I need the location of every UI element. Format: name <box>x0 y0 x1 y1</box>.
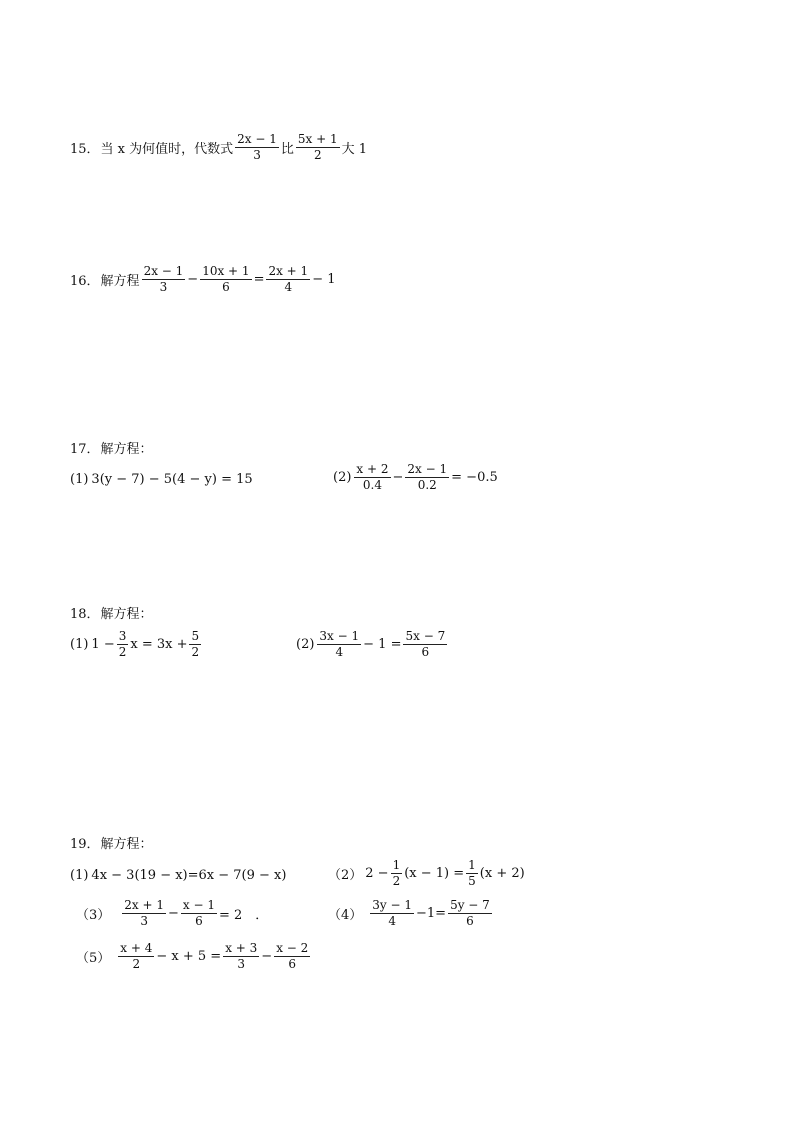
denominator: 2 <box>118 645 127 660</box>
denominator: 3 <box>237 957 246 972</box>
equation: 4x − 3(19 − x)=6x − 7(9 − x) <box>91 868 287 883</box>
denominator: 3 <box>253 148 261 163</box>
expression-head: 2 − <box>365 866 389 882</box>
part-label: (2) <box>296 637 315 653</box>
question-number: 18． <box>70 607 100 622</box>
q19-part-4 <box>328 899 493 928</box>
denominator: 6 <box>288 957 297 972</box>
numerator: 5x + 1 <box>296 133 340 148</box>
equation: 3(y − 7) − 5(4 − y) = 15 <box>91 472 253 487</box>
q17-part-1 <box>70 472 254 487</box>
denominator: 3 <box>140 914 148 929</box>
expression-mid: − 1 = <box>363 637 402 653</box>
fraction <box>296 133 340 162</box>
numerator: 1 <box>391 859 403 874</box>
numerator: 2x − 1 <box>142 265 186 280</box>
denominator: 4 <box>335 645 344 660</box>
numerator: 5 <box>189 630 201 645</box>
question-text: 比 <box>280 142 294 158</box>
part-label: （2） <box>328 868 363 884</box>
q17-part-2 <box>333 463 499 492</box>
numerator: 2x + 1 <box>266 265 310 280</box>
question-number: 17． <box>70 442 100 457</box>
numerator: x + 4 <box>118 942 154 957</box>
operator: − <box>261 949 273 965</box>
denominator: 4 <box>284 280 293 295</box>
fraction <box>122 899 166 928</box>
numerator: x − 2 <box>274 942 310 957</box>
denominator: 6 <box>222 280 230 295</box>
fraction <box>466 859 478 888</box>
numerator: 2x + 1 <box>122 899 166 914</box>
expression-tail: = 2 ． <box>219 908 269 924</box>
fraction <box>181 899 217 928</box>
question-text: 解方程： <box>100 442 153 457</box>
fraction <box>200 265 251 294</box>
question-number: 16． <box>70 274 100 290</box>
part-label: (2) <box>333 470 352 486</box>
fraction <box>142 265 186 294</box>
denominator: 3 <box>159 280 168 295</box>
q19-part-2 <box>328 859 526 888</box>
part-label: （3） <box>76 908 111 924</box>
q18-part-2 <box>296 630 448 659</box>
question-number: 19． <box>70 837 100 852</box>
numerator: x + 3 <box>223 942 259 957</box>
question-19 <box>70 833 154 852</box>
denominator: 0.4 <box>362 478 383 493</box>
fraction <box>223 942 259 971</box>
expression-mid: −1= <box>416 906 447 922</box>
fraction <box>391 859 403 888</box>
question-text: 大 1 <box>341 142 368 158</box>
part-label: (1) <box>70 637 89 653</box>
question-15 <box>70 133 368 162</box>
numerator: 3y − 1 <box>370 899 414 914</box>
fraction <box>274 942 310 971</box>
fraction <box>235 133 279 162</box>
denominator: 4 <box>388 914 396 929</box>
part-label: (1) <box>70 472 89 487</box>
numerator: 2x − 1 <box>405 463 449 478</box>
expression-tail: = −0.5 <box>451 470 498 486</box>
question-text: 解方程 <box>100 274 140 290</box>
question-18 <box>70 603 154 622</box>
question-17 <box>70 438 154 457</box>
fraction <box>118 942 154 971</box>
operator: − <box>392 470 404 486</box>
denominator: 2 <box>392 874 401 889</box>
q19-part-1 <box>70 868 287 883</box>
numerator: 3 <box>117 630 129 645</box>
question-text: 当 x 为何值时，代数式 <box>100 142 234 158</box>
denominator: 2 <box>132 957 141 972</box>
operator: − <box>168 906 179 922</box>
expression-tail: (x + 2) <box>479 866 525 882</box>
operator: = <box>253 272 265 288</box>
part-label: (1) <box>70 868 89 883</box>
expression-mid: − x + 5 = <box>156 949 222 965</box>
denominator: 5 <box>468 874 476 889</box>
denominator: 0.2 <box>417 478 437 493</box>
numerator: 3x − 1 <box>317 630 361 645</box>
denominator: 6 <box>421 645 430 660</box>
q18-part-1 <box>70 630 202 659</box>
denominator: 2 <box>191 645 200 660</box>
part-label: （4） <box>328 908 363 924</box>
part-label: （5） <box>76 951 111 967</box>
expression-mid: (x − 1) = <box>404 866 465 882</box>
expression-head: 1 − <box>91 637 115 653</box>
numerator: x + 2 <box>354 463 390 478</box>
expression-mid: x = 3x + <box>130 637 188 653</box>
fraction <box>448 899 492 928</box>
numerator: 5x − 7 <box>403 630 447 645</box>
fraction <box>405 463 449 492</box>
question-16 <box>70 265 337 294</box>
question-text: 解方程： <box>100 607 153 622</box>
fraction <box>317 630 361 659</box>
numerator: 1 <box>466 859 478 874</box>
fraction <box>189 630 201 659</box>
question-text: 解方程： <box>100 837 153 852</box>
denominator: 6 <box>466 914 474 929</box>
q19-part-3 <box>76 899 269 928</box>
numerator: 10x + 1 <box>200 265 251 280</box>
denominator: 2 <box>313 148 322 163</box>
operator: − <box>187 272 199 288</box>
expression-tail: − 1 <box>312 272 336 288</box>
numerator: x − 1 <box>181 899 217 914</box>
numerator: 2x − 1 <box>235 133 279 148</box>
fraction <box>403 630 447 659</box>
fraction <box>266 265 310 294</box>
q19-part-5 <box>76 942 311 971</box>
fraction <box>117 630 129 659</box>
numerator: 5y − 7 <box>448 899 492 914</box>
denominator: 6 <box>195 914 203 929</box>
question-number: 15． <box>70 142 100 158</box>
fraction <box>370 899 414 928</box>
fraction <box>354 463 390 492</box>
